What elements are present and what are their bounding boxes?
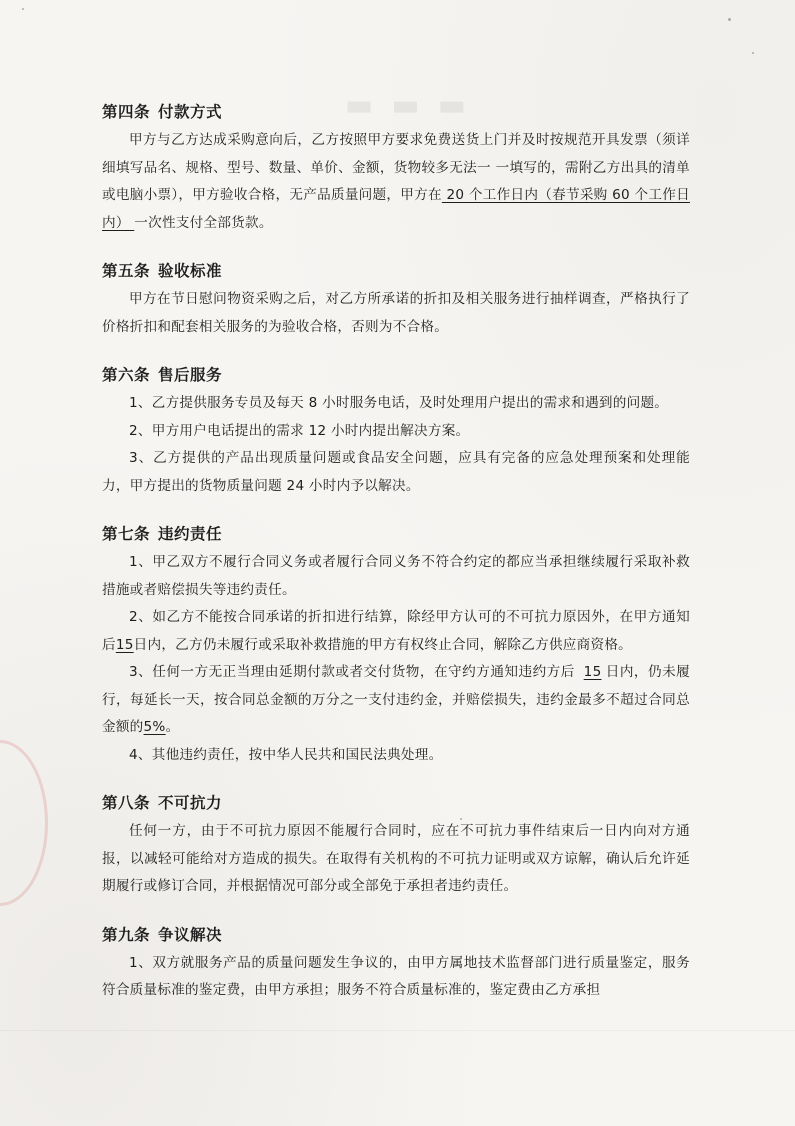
underlined-term: 20 个工作日内（春节采购 60 个工作日内） <box>102 187 690 231</box>
section-heading <box>102 791 690 815</box>
clause-text: 甲方在节日慰问物资采购之后，对乙方所承诺的折扣及相关服务进行抽样调查，严格执行了价格折扣和配套相关服务的为验收合格，否则为不合格。 <box>102 291 690 335</box>
section-9 <box>102 923 690 1005</box>
section-number: 第四条 <box>102 103 151 121</box>
section-title: 不可抗力 <box>158 794 223 812</box>
section-heading <box>102 259 690 283</box>
section-title: 违约责任 <box>158 525 223 543</box>
clause-text: 1、乙方提供服务专员及每天 8 小时服务电话，及时处理用户提出的需求和遇到的问题。 <box>129 395 669 411</box>
section-number: 第九条 <box>102 925 151 944</box>
section-heading <box>102 522 690 546</box>
clause-paragraph <box>102 445 690 500</box>
section-number: 第八条 <box>102 794 151 812</box>
paper-speck <box>728 18 731 21</box>
clause-paragraph <box>102 950 690 1005</box>
paper-speck <box>752 52 754 54</box>
section-heading <box>102 923 690 947</box>
section-number: 第五条 <box>102 262 151 280</box>
clause-paragraph <box>102 604 690 659</box>
paper-speck <box>22 8 24 10</box>
section-heading <box>102 100 690 124</box>
clause-text: 3、乙方提供的产品出现质量问题或食品安全问题，应具有完备的应急处理预案和处理能力，甲方提出的货物质量问题 24 小时内予以解决。 <box>102 450 690 494</box>
clause-paragraph <box>102 418 690 446</box>
section-7 <box>102 522 690 769</box>
section-title: 售后服务 <box>158 366 223 384</box>
clause-text: 1、甲乙双方不履行合同义务或者履行合同义务不符合约定的都应当承担继续履行采取补救措施或者赔偿损失等违约责任。 <box>102 554 690 598</box>
paper-fold-line <box>0 1030 795 1031</box>
section-number: 第七条 <box>102 525 151 543</box>
section-5 <box>102 259 690 341</box>
clause-text: 2、甲方用户电话提出的需求 12 小时内提出解决方案。 <box>129 422 470 439</box>
section-title: 验收标准 <box>158 262 223 280</box>
clause-paragraph <box>102 127 690 237</box>
clause-text: 1、双方就服务产品的质量问题发生争议的，由甲方属地技术监督部门进行质量鉴定，服务符合质量标准的鉴定费，由甲方承担；服务不符合质量标准的，鉴定费由乙方承担 <box>102 954 690 998</box>
clause-paragraph <box>102 818 690 901</box>
section-heading <box>102 363 690 387</box>
bleed-through-mark: ▬▬▬ <box>345 88 485 123</box>
section-title: 争议解决 <box>158 925 223 944</box>
section-8 <box>102 791 690 901</box>
clause-text: 4、其他违约责任，按中华人民共和国民法典处理。 <box>129 746 443 763</box>
clause-paragraph <box>102 390 690 418</box>
section-number: 第六条 <box>102 366 151 384</box>
clause-paragraph <box>102 549 690 604</box>
clause-text: 2、如乙方不能按合同承诺的折扣进行结算，除经甲方认可的不可抗力原因外，在甲方通知后 <box>102 609 690 653</box>
clause-text: 3、任何一方无正当理由延期付款或者交付货物，在守约方通知违约方后 <box>129 664 580 680</box>
clause-text: 日内，仍未履行，每延长一天，按合同总金额的万分之一支付违约金，并赔偿损失，违约金最多不超过合同总金额的 <box>102 664 691 735</box>
clause-text: 日内，乙方仍未履行或采取补救措施的甲方有权终止合同，解除乙方供应商资格。 <box>133 636 633 653</box>
clause-paragraph <box>102 659 690 742</box>
contract-body <box>102 100 690 1027</box>
seal-stamp-edge <box>0 740 48 906</box>
underlined-term: 15 <box>115 636 134 653</box>
underlined-term: 15 <box>583 664 602 680</box>
section-6 <box>102 363 690 500</box>
underlined-term: 5% <box>143 719 166 735</box>
clause-paragraph <box>102 286 690 341</box>
clause-paragraph <box>102 742 690 770</box>
clause-text: 任何一方，由于不可抗力原因不能履行合同时，应在不可抗力事件结束后一日内向对方通报，以减轻可能给对方造成的损失。在取得有关机构的不可抗力证明或双方谅解，确认后允许延期履行或修订合同，并根据情况可部分或全部免于承担者违约责任。 <box>102 823 690 894</box>
clause-text: 一次性支付全部货款。 <box>134 214 273 231</box>
clause-text: 。 <box>165 719 180 735</box>
clause-text: 甲方与乙方达成采购意向后，乙方按照甲方要求免费送货上门并及时按规范开具发票（须详细填写品名、规格、型号、数量、单价、金额，货物较多无法一 一填写的，需附乙方出具的清单或电脑小票），甲方验收合格，无产品质量问题，甲方在 <box>102 132 690 203</box>
section-4 <box>102 100 690 237</box>
section-title: 付款方式 <box>158 103 223 121</box>
